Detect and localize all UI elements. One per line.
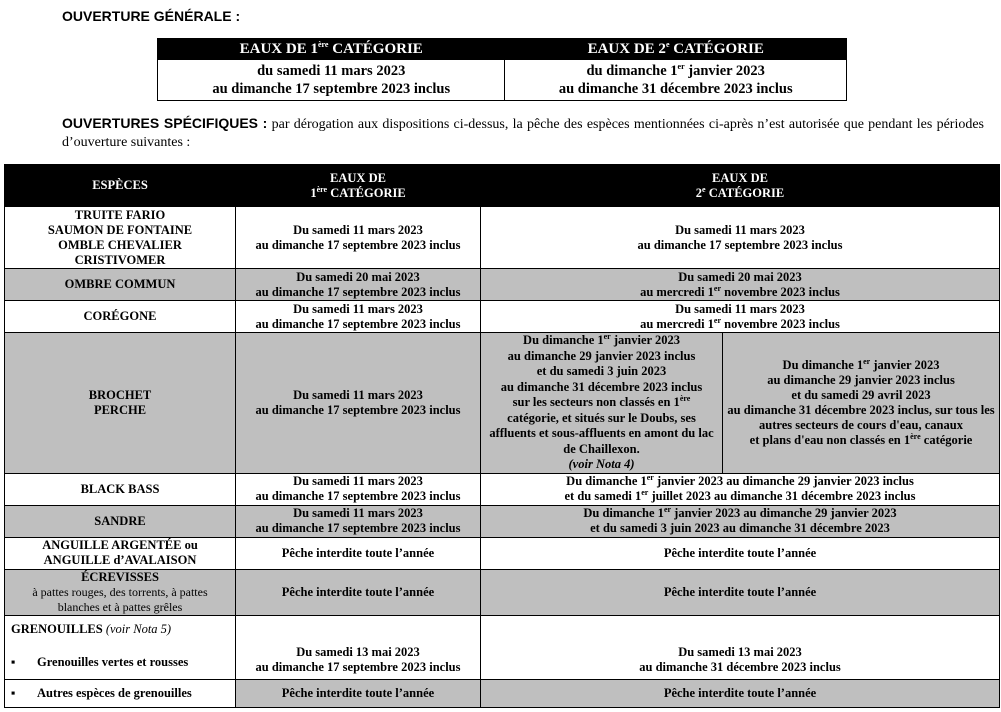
ecrevisses-cat2: Pêche interdite toute l’année xyxy=(481,569,1000,615)
table-row xyxy=(5,615,1000,679)
bass-cat1: Du samedi 11 mars 2023 au dimanche 17 septembre 2023 inclus xyxy=(236,473,481,505)
general-opening-table xyxy=(157,38,847,101)
coregone-cat2: Du samedi 11 mars 2023 au mercredi 1er novembre 2023 inclus xyxy=(481,301,1000,333)
truite-cat2: Du samedi 11 mars 2023 au dimanche 17 septembre 2023 inclus xyxy=(481,207,1000,269)
coregone-cat1: Du samedi 11 mars 2023 au dimanche 17 septembre 2023 inclus xyxy=(236,301,481,333)
table-row xyxy=(5,333,1000,474)
brochet-cat1: Du samedi 11 mars 2023 au dimanche 17 septembre 2023 inclus xyxy=(236,333,481,474)
grenouilles-vertes-cat2: Du samedi 13 mai 2023 au dimanche 31 décembre 2023 inclus xyxy=(481,615,1000,679)
truite-cat1: Du samedi 11 mars 2023 au dimanche 17 septembre 2023 inclus xyxy=(236,207,481,269)
brochet-cat2-other: Du dimanche 1er janvier 2023 au dimanche 29 janvier 2023 inclus et du samedi 29 avril 2023 au dimanche 31 décembre 2023 inclus, sur tous les autres secteurs de cours d'eau, canaux et plans d'eau non classés en 1ère catégorie xyxy=(723,333,1000,474)
ecrevisses-cat1: Pêche interdite toute l’année xyxy=(236,569,481,615)
anguille-cat1: Pêche interdite toute l’année xyxy=(236,537,481,569)
header-cat1: EAUX DE 1ère CATÉGORIE xyxy=(236,165,481,207)
general-cat1-period: du samedi 11 mars 2023 au dimanche 17 septembre 2023 inclus xyxy=(158,60,505,101)
general-cat1-header: EAUX DE 1ère CATÉGORIE xyxy=(158,39,505,60)
table-row xyxy=(5,207,1000,269)
table-row xyxy=(5,301,1000,333)
species-truite: TRUITE FARIO SAUMON DE FONTAINE OMBLE CHEVALIER CRISTIVOMER xyxy=(5,207,236,269)
sandre-cat1: Du samedi 11 mars 2023 au dimanche 17 septembre 2023 inclus xyxy=(236,505,481,537)
species-ombre: OMBRE COMMUN xyxy=(5,269,236,301)
table-row xyxy=(5,269,1000,301)
table-row xyxy=(5,537,1000,569)
table-row xyxy=(5,505,1000,537)
ombre-cat2: Du samedi 20 mai 2023 au mercredi 1er novembre 2023 inclus xyxy=(481,269,1000,301)
species-table xyxy=(4,164,1000,708)
grenouilles-autres-cat1: Pêche interdite toute l’année xyxy=(236,679,481,707)
sandre-cat2: Du dimanche 1er janvier 2023 au dimanche 29 janvier 2023 et du samedi 3 juin 2023 au dimanche 31 décembre 2023 xyxy=(481,505,1000,537)
species-grenouilles: GRENOUILLES (voir Nota 5) ▪ Grenouilles vertes et rousses xyxy=(5,615,236,679)
grenouilles-autres-cat2: Pêche interdite toute l’année xyxy=(481,679,1000,707)
ombre-cat1: Du samedi 20 mai 2023 au dimanche 17 septembre 2023 inclus xyxy=(236,269,481,301)
species-ecrevisses: ÉCREVISSES à pattes rouges, des torrents, à pattes blanches et à pattes grêles xyxy=(5,569,236,615)
grenouilles-vertes-cat1: Du samedi 13 mai 2023 au dimanche 17 septembre 2023 inclus xyxy=(236,615,481,679)
general-opening-heading: OUVERTURE GÉNÉRALE : xyxy=(62,8,241,24)
table-row xyxy=(5,473,1000,505)
species-anguille: ANGUILLE ARGENTÉE ou ANGUILLE d’AVALAISON xyxy=(5,537,236,569)
species-sandre: SANDRE xyxy=(5,505,236,537)
brochet-cat2-doubs: Du dimanche 1er janvier 2023 au dimanche 29 janvier 2023 inclus et du samedi 3 juin 2023 au dimanche 31 décembre 2023 inclus sur les secteurs non classés en 1ère catégorie, et situés sur le Doubs, ses affluents et sous-affluents en amont du lac de Chaillexon. (voir Nota 4) xyxy=(481,333,723,474)
specific-openings-text: par dérogation aux dispositions ci-dessus, la pêche des espèces mentionnées ci-après n’est autorisée que pendant les périodes d’ouverture suivantes : xyxy=(62,117,984,150)
specific-openings-heading: OUVERTURES SPÉCIFIQUES : xyxy=(62,115,268,131)
species-grenouilles-autres: ▪ Autres espèces de grenouilles xyxy=(5,679,236,707)
general-cat2-period: du dimanche 1er janvier 2023 au dimanche 31 décembre 2023 inclus xyxy=(505,60,847,101)
species-coregone: CORÉGONE xyxy=(5,301,236,333)
header-cat2: EAUX DE 2e CATÉGORIE xyxy=(481,165,1000,207)
anguille-cat2: Pêche interdite toute l’année xyxy=(481,537,1000,569)
header-species: ESPÈCES xyxy=(5,165,236,207)
specific-openings-paragraph xyxy=(62,114,984,152)
table-row xyxy=(5,569,1000,615)
bass-cat2: Du dimanche 1er janvier 2023 au dimanche 29 janvier 2023 inclus et du samedi 1er juillet 2023 au dimanche 31 décembre 2023 inclus xyxy=(481,473,1000,505)
general-cat2-header: EAUX DE 2e CATÉGORIE xyxy=(505,39,847,60)
species-brochet: BROCHET PERCHE xyxy=(5,333,236,474)
table-row xyxy=(5,679,1000,707)
species-black-bass: BLACK BASS xyxy=(5,473,236,505)
